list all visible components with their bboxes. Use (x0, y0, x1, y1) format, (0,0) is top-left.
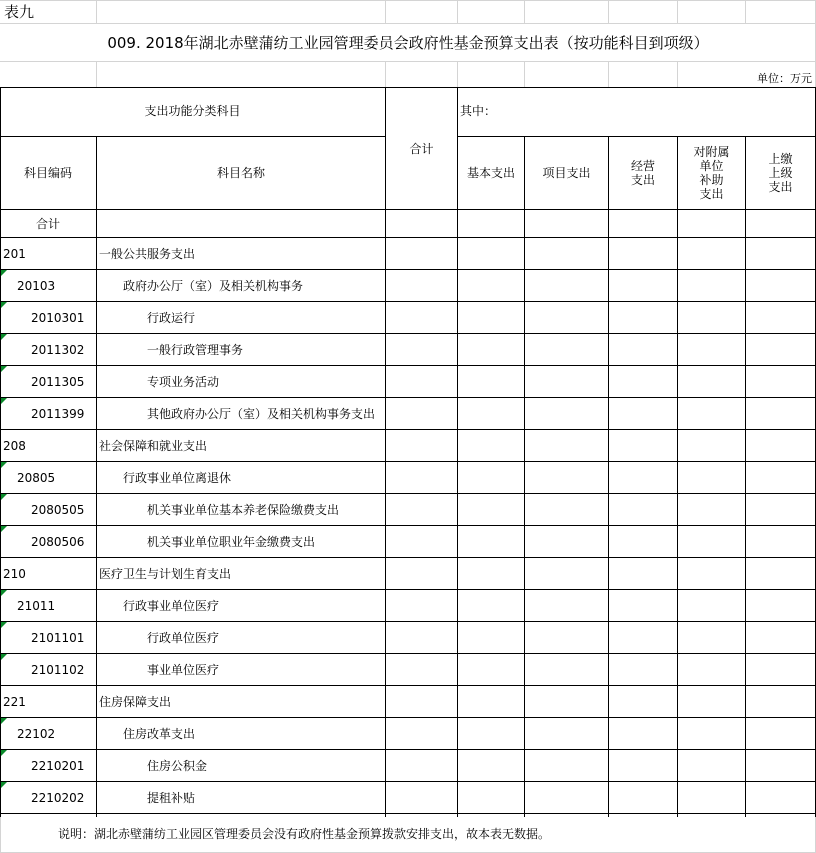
row-name: 社会保障和就业支出 (99, 439, 208, 453)
row-code: 2080506 (31, 535, 85, 549)
cell-marker-icon (1, 334, 7, 340)
header-remit-line: 支出 (768, 180, 793, 194)
total-row-label: 合计 (35, 217, 60, 231)
row-name: 行政事业单位离退休 (123, 471, 232, 485)
cell-marker-icon (1, 366, 7, 372)
sheet-label: 表九 (4, 3, 35, 21)
row-code: 210 (3, 567, 26, 581)
row-code: 22102 (17, 727, 56, 741)
row-code: 2011302 (31, 343, 85, 357)
row-name: 住房公积金 (147, 759, 208, 773)
header-remit-line: 上缴 (768, 152, 793, 166)
cell-marker-icon (1, 622, 7, 628)
row-name: 行政单位医疗 (147, 631, 220, 645)
row-code: 2011399 (31, 407, 85, 421)
row-code: 21011 (17, 599, 56, 613)
row-code: 20103 (17, 279, 56, 293)
row-name: 专项业务活动 (147, 375, 220, 389)
header-subsidy-line: 支出 (699, 187, 724, 201)
cell-marker-icon (1, 302, 7, 308)
cell-marker-icon (1, 270, 7, 276)
header-business (609, 159, 677, 187)
header-business-line: 经营 (630, 159, 655, 173)
header-code: 科目编码 (23, 166, 72, 180)
header-subsidy-line: 补助 (699, 173, 724, 187)
row-code: 2011305 (31, 375, 85, 389)
row-code: 208 (3, 439, 26, 453)
cell-marker-icon (1, 718, 7, 724)
row-name: 医疗卫生与计划生育支出 (99, 567, 232, 581)
row-name: 事业单位医疗 (147, 663, 220, 677)
cell-marker-icon (1, 494, 7, 500)
header-basic: 基本支出 (466, 166, 515, 180)
row-name: 行政运行 (147, 311, 196, 325)
row-code: 221 (3, 695, 26, 709)
header-remit (746, 152, 815, 194)
cell-marker-icon (1, 654, 7, 660)
row-name: 住房改革支出 (123, 727, 196, 741)
header-business-line: 支出 (630, 173, 655, 187)
row-code: 201 (3, 247, 26, 261)
cell-marker-icon (1, 526, 7, 532)
cell-marker-icon (1, 590, 7, 596)
row-code: 2210202 (31, 791, 85, 805)
footnote: 说明：湖北赤壁蒲纺工业园区管理委员会没有政府性基金预算拨款安排支出，故本表无数据。 (58, 827, 551, 841)
row-code: 20805 (17, 471, 56, 485)
cell-marker-icon (1, 462, 7, 468)
row-name: 其他政府办公厅（室）及相关机构事务支出 (147, 407, 376, 421)
row-name: 提租补贴 (147, 791, 196, 805)
header-project: 项目支出 (542, 166, 591, 180)
header-remit-line: 上级 (768, 166, 793, 180)
row-name: 政府办公厅（室）及相关机构事务 (123, 279, 304, 293)
page-title: 009. 2018年湖北赤壁蒲纺工业园管理委员会政府性基金预算支出表（按功能科目到项级） (107, 34, 709, 52)
row-name: 机关事业单位基本养老保险缴费支出 (147, 503, 340, 517)
row-code: 2101101 (31, 631, 85, 645)
header-of-which: 其中： (460, 104, 497, 118)
row-code: 2210201 (31, 759, 85, 773)
header-subsidy-line: 单位 (699, 159, 724, 173)
cell-marker-icon (1, 782, 7, 788)
row-code: 2010301 (31, 311, 85, 325)
row-name: 住房保障支出 (99, 695, 172, 709)
header-name: 科目名称 (216, 166, 265, 180)
header-subsidy-line: 对附属 (693, 145, 730, 159)
cell-marker-icon (1, 750, 7, 756)
row-code: 2080505 (31, 503, 85, 517)
header-subsidy (678, 145, 745, 201)
row-name: 行政事业单位医疗 (123, 599, 220, 613)
row-name: 一般行政管理事务 (147, 343, 244, 357)
row-name: 一般公共服务支出 (99, 247, 196, 261)
row-code: 2101102 (31, 663, 85, 677)
row-name: 机关事业单位职业年金缴费支出 (147, 535, 316, 549)
cell-marker-icon (1, 398, 7, 404)
header-total: 合计 (409, 142, 434, 156)
header-category: 支出功能分类科目 (144, 104, 241, 118)
unit-label: 单位：万元 (757, 72, 812, 85)
